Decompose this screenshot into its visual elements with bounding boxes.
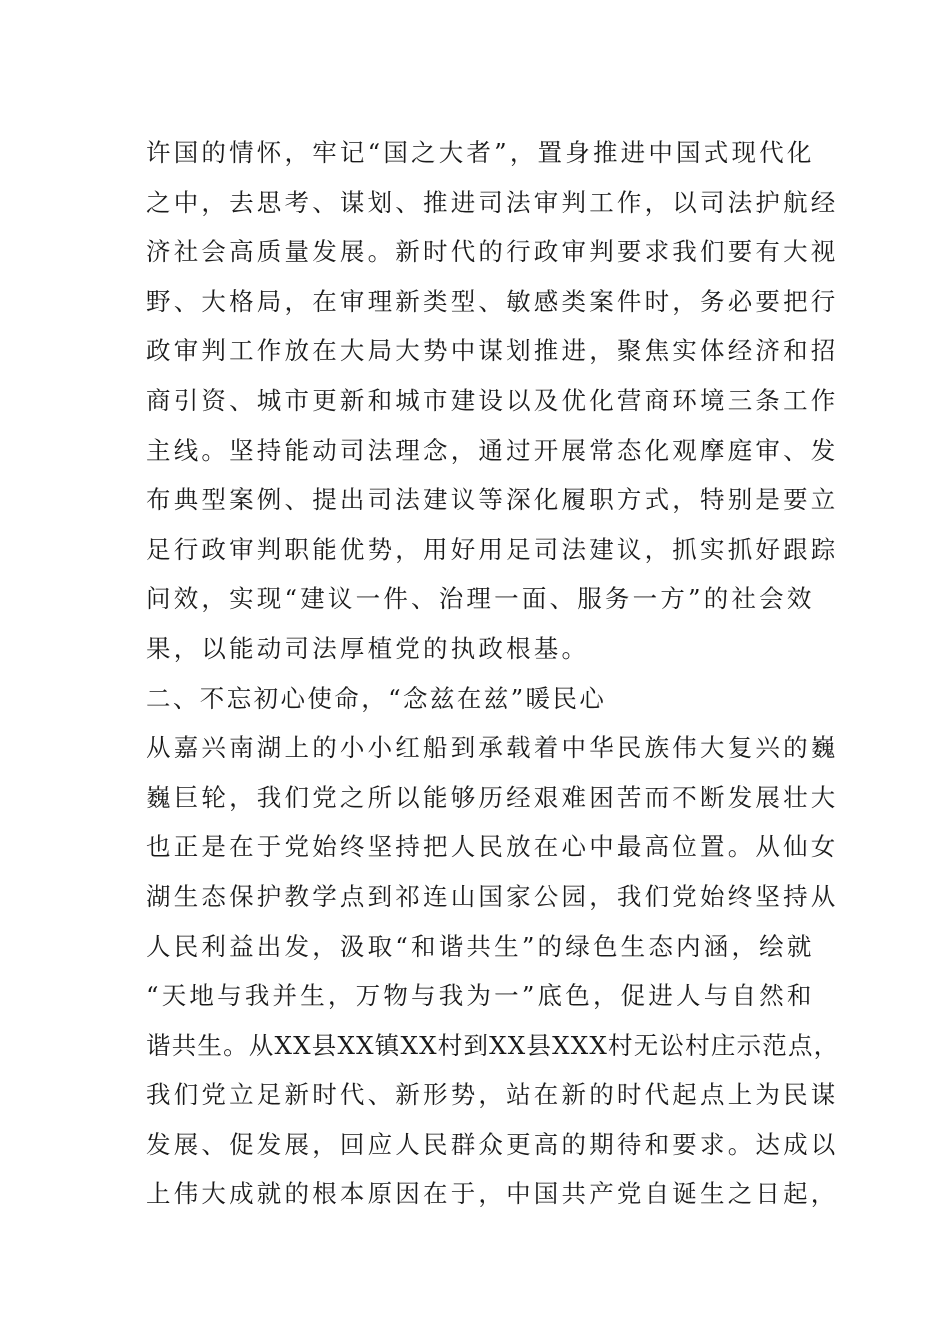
paragraph-line: 商引资、城市更新和城市建设以及优化营商环境三条工作 xyxy=(146,385,839,415)
paragraph-line: 上伟大成就的根本原因在于，中国共产党自诞生之日起， xyxy=(146,1179,839,1209)
section-heading: 二、不忘初心使命，“念兹在兹”暖民心 xyxy=(146,683,607,713)
document-body xyxy=(146,128,846,1219)
paragraph-line: 人民利益出发，汲取“和谐共生”的绿色生态内涵，绘就 xyxy=(146,931,815,961)
paragraph-line: 我们党立足新时代、新形势，站在新的时代起点上为民谋 xyxy=(146,1080,839,1110)
paragraph-line: 政审判工作放在大局大势中谋划推进，聚焦实体经济和招 xyxy=(146,336,839,366)
paragraph-line: 主线。坚持能动司法理念，通过开展常态化观摩庭审、发 xyxy=(146,435,839,465)
paragraph-line: 也正是在于党始终坚持把人民放在心中最高位置。从仙女 xyxy=(146,832,839,862)
paragraph-line: 巍巨轮，我们党之所以能够历经艰难困苦而不断发展壮大 xyxy=(146,782,839,812)
paragraph-line: 之中，去思考、谋划、推进司法审判工作，以司法护航经 xyxy=(146,187,839,217)
paragraph-line: 足行政审判职能优势，用好用足司法建议，抓实抓好跟踪 xyxy=(146,534,839,564)
paragraph-line: “天地与我并生，万物与我为一”底色，促进人与自然和 xyxy=(146,981,815,1011)
paragraph-line: 谐共生。从XX县XX镇XX村到XX县XXX村无讼村庄示范点， xyxy=(146,1030,840,1060)
paragraph-line: 发展、促发展，回应人民群众更高的期待和要求。达成以 xyxy=(146,1129,839,1159)
paragraph-line: 许国的情怀，牢记“国之大者”，置身推进中国式现代化 xyxy=(146,138,815,167)
paragraph-line: 从嘉兴南湖上的小小红船到承载着中华民族伟大复兴的巍 xyxy=(146,733,839,763)
paragraph-line: 湖生态保护教学点到祁连山国家公园，我们党始终坚持从 xyxy=(146,881,839,911)
paragraph-line: 野、大格局，在审理新类型、敏感类案件时，务必要把行 xyxy=(146,286,839,316)
paragraph-line: 果，以能动司法厚植党的执政根基。 xyxy=(146,633,590,663)
paragraph-line: 布典型案例、提出司法建议等深化履职方式，特别是要立 xyxy=(146,485,839,515)
paragraph-line: 问效，实现“建议一件、治理一面、服务一方”的社会效 xyxy=(146,584,815,614)
paragraph-line: 济社会高质量发展。新时代的行政审判要求我们要有大视 xyxy=(146,237,839,267)
